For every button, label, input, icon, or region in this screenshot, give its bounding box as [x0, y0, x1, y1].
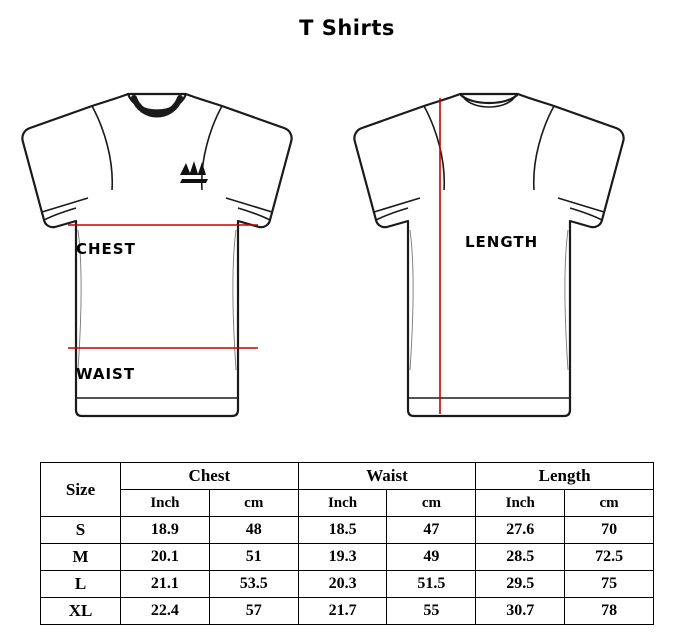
cell-chest-inch: 21.1 — [121, 571, 210, 598]
header-length: Length — [476, 463, 654, 490]
table-row — [41, 598, 654, 625]
subheader-waist-inch: Inch — [298, 490, 387, 517]
subheader-length-inch: Inch — [476, 490, 565, 517]
page-title: T Shirts — [299, 16, 395, 40]
cell-chest-inch: 20.1 — [121, 544, 210, 571]
front-shirt-illustration — [8, 70, 318, 440]
cell-length-cm: 75 — [565, 571, 654, 598]
subheader-waist-cm: cm — [387, 490, 476, 517]
cell-length-cm: 78 — [565, 598, 654, 625]
waist-label: WAIST — [76, 365, 136, 383]
cell-length-cm: 70 — [565, 517, 654, 544]
table-row — [41, 517, 654, 544]
cell-chest-cm: 53.5 — [209, 571, 298, 598]
length-label: LENGTH — [465, 233, 539, 251]
table-row — [41, 544, 654, 571]
cell-chest-cm: 57 — [209, 598, 298, 625]
cell-chest-inch: 22.4 — [121, 598, 210, 625]
cell-waist-cm: 51.5 — [387, 571, 476, 598]
header-size: Size — [41, 463, 121, 517]
cell-length-inch: 29.5 — [476, 571, 565, 598]
subheader-chest-cm: cm — [209, 490, 298, 517]
subheader-chest-inch: Inch — [121, 490, 210, 517]
table-subheader-row — [41, 490, 654, 517]
front-view-shirt — [8, 70, 318, 445]
cell-size: S — [41, 517, 121, 544]
tshirt-diagram — [0, 70, 694, 450]
cell-waist-cm: 47 — [387, 517, 476, 544]
cell-waist-inch: 19.3 — [298, 544, 387, 571]
back-view-shirt — [340, 70, 650, 445]
cell-waist-cm: 49 — [387, 544, 476, 571]
cell-length-inch: 30.7 — [476, 598, 565, 625]
chest-label: CHEST — [76, 240, 136, 258]
size-chart-table — [40, 462, 654, 625]
cell-length-inch: 28.5 — [476, 544, 565, 571]
cell-length-cm: 72.5 — [565, 544, 654, 571]
cell-waist-inch: 21.7 — [298, 598, 387, 625]
table-header-row — [41, 463, 654, 490]
cell-waist-inch: 20.3 — [298, 571, 387, 598]
cell-size: XL — [41, 598, 121, 625]
cell-size: L — [41, 571, 121, 598]
cell-waist-cm: 55 — [387, 598, 476, 625]
cell-chest-cm: 48 — [209, 517, 298, 544]
cell-chest-inch: 18.9 — [121, 517, 210, 544]
header-chest: Chest — [121, 463, 299, 490]
cell-chest-cm: 51 — [209, 544, 298, 571]
table-row — [41, 571, 654, 598]
back-shirt-illustration — [340, 70, 650, 440]
cell-length-inch: 27.6 — [476, 517, 565, 544]
cell-size: M — [41, 544, 121, 571]
subheader-length-cm: cm — [565, 490, 654, 517]
header-waist: Waist — [298, 463, 476, 490]
cell-waist-inch: 18.5 — [298, 517, 387, 544]
